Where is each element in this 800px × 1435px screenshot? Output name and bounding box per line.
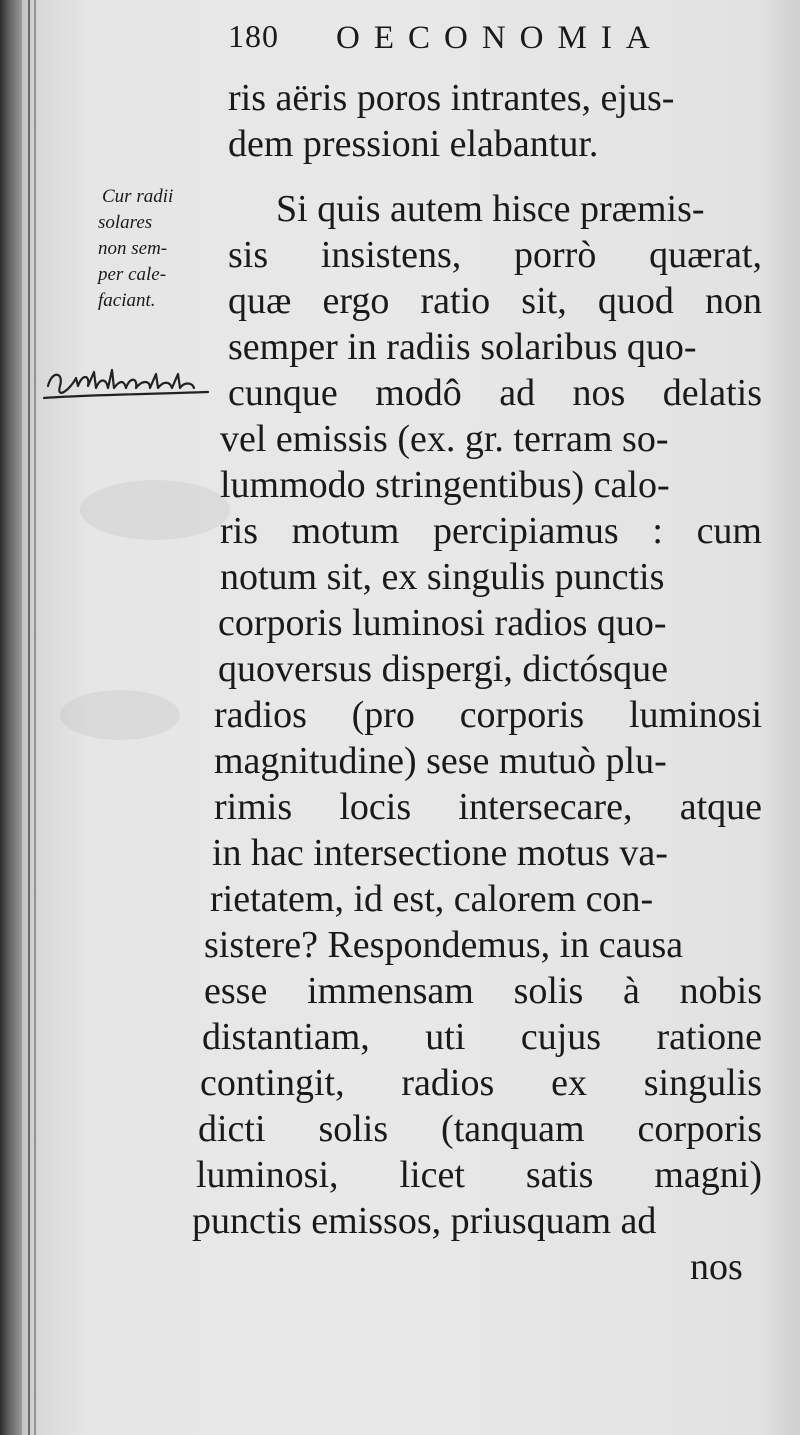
marginal-note-line: non sem- (98, 238, 168, 259)
text-line: dicti solis (tanquam corporis (198, 1108, 762, 1150)
book-spine-shadow (0, 0, 22, 1435)
marginal-note-line: Cur radii (102, 186, 174, 207)
text-line: semper in radiis solaribus quo- (228, 326, 697, 368)
page-number: 180 (228, 18, 279, 54)
text-line: punctis emissos, priusquam ad (192, 1200, 657, 1242)
text-line: sistere? Respondemus, in causa (204, 924, 684, 966)
text-line: luminosi, licet satis magni) (196, 1154, 762, 1196)
text-line: cunque modô ad nos delatis (228, 372, 762, 414)
catchword: nos (690, 1246, 743, 1288)
text-line: notum sit, ex singulis punctis (220, 556, 665, 598)
marginal-note-line: faciant. (98, 290, 156, 311)
text-line: ris motum percipiamus : cum (220, 510, 762, 552)
text-line: rimis locis intersecare, atque (214, 786, 762, 828)
page-header (228, 14, 688, 70)
text-line: quoversus dispergi, dictósque (218, 648, 668, 690)
text-line: esse immensam solis à nobis (204, 970, 762, 1012)
paper-stain (60, 690, 180, 740)
page-edge-line (34, 0, 36, 1435)
text-line: Si quis autem hisce præmis- (276, 188, 705, 230)
text-line: magnitudine) sese mutuò plu- (214, 740, 667, 782)
text-line: lummodo stringentibus) calo- (220, 464, 670, 506)
text-line: corporis luminosi radios quo- (218, 602, 667, 644)
text-line: quæ ergo ratio sit, quod non (228, 280, 762, 322)
page-edge-line (28, 0, 30, 1435)
marginal-note-line: solares (98, 212, 153, 233)
running-head: OECONOMIA (336, 20, 664, 56)
text-line: ris aëris poros intrantes, ejus- (228, 77, 675, 119)
text-line: sis insistens, porrò quærat, (228, 234, 762, 276)
text-line: in hac intersectione motus va- (212, 832, 668, 874)
marginal-note-line: per cale- (98, 264, 167, 285)
handwritten-annotation-icon (42, 360, 212, 404)
text-line: radios (pro corporis luminosi (214, 694, 762, 736)
paper-stain (80, 480, 230, 540)
text-line: rietatem, id est, calorem con- (210, 878, 654, 920)
text-line: dem pressioni elabantur. (228, 123, 599, 165)
text-line: distantiam, uti cujus ratione (202, 1016, 762, 1058)
text-line: vel emissis (ex. gr. terram so- (220, 418, 669, 460)
text-line: contingit, radios ex singulis (200, 1062, 762, 1104)
